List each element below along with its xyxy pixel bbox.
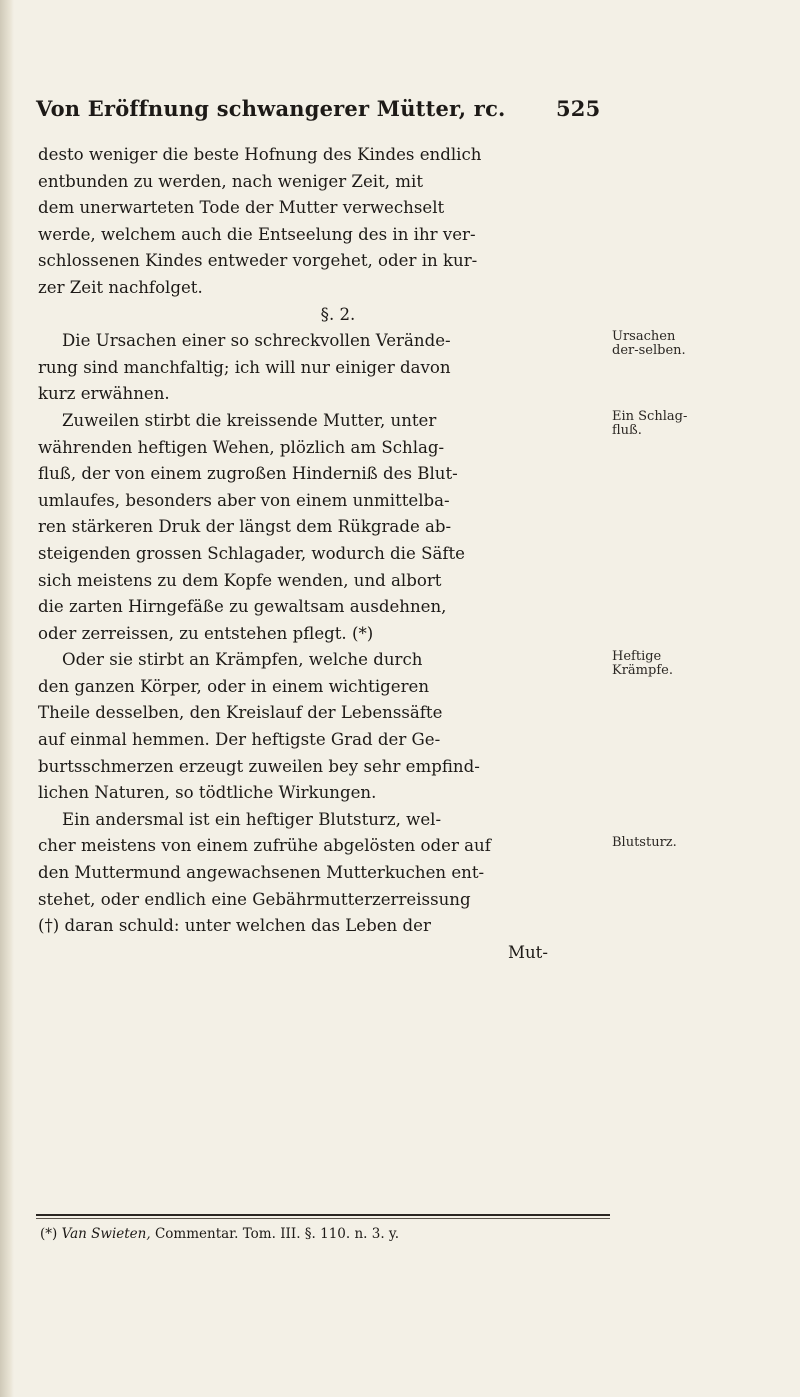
text-line: ren stärkeren Druk der längst dem Rükgrade ab- <box>38 517 452 537</box>
body-text <box>38 142 598 966</box>
text-line: zer Zeit nachfolget. <box>38 277 203 297</box>
text-line: kurz erwähnen. <box>38 384 170 404</box>
text-line: Die Ursachen einer so schreckvollen Verände- <box>62 331 451 351</box>
text-line: rung sind manchfaltig; ich will nur einiger davon <box>38 357 451 377</box>
running-head-title: Von Eröffnung schwangerer Mütter, rc. <box>36 96 506 121</box>
page-number: 525 <box>556 96 601 121</box>
text-line: oder zerreissen, zu entstehen pflegt. (*) <box>38 623 374 643</box>
text-line: steigenden grossen Schlagader, wodurch die Säfte <box>38 543 465 563</box>
footnote-rule-thin <box>36 1218 610 1219</box>
text-line: Ein andersmal ist ein heftiger Blutsturz, wel- <box>62 809 442 829</box>
footnote-rule <box>36 1214 610 1216</box>
text-line: entbunden zu werden, nach weniger Zeit, mit <box>38 171 424 191</box>
text-line: auf einmal hemmen. Der heftigste Grad der Ge- <box>38 730 441 750</box>
text-line: cher meistens von einem zufrühe abgelösten oder auf <box>38 836 491 856</box>
margin-note: Ursachen der-selben. <box>612 329 686 358</box>
text-line: (†) daran schuld: unter welchen das Leben der <box>38 916 431 936</box>
section-heading: §. 2. <box>320 304 356 324</box>
text-line: dem unerwarteten Tode der Mutter verwechselt <box>38 198 445 218</box>
catchword: Mut- <box>508 942 548 962</box>
footnote <box>40 1226 640 1242</box>
text-line: Oder sie stirbt an Krämpfen, welche durch <box>62 650 423 670</box>
text-line: lichen Naturen, so tödtliche Wirkungen. <box>38 783 377 803</box>
page-binding-shadow <box>0 0 14 1397</box>
text-line: werde, welchem auch die Entseelung des in ihr ver- <box>38 224 476 244</box>
footnote-mark: (*) <box>40 1226 58 1242</box>
running-head <box>36 96 606 121</box>
text-line: desto weniger die beste Hofnung des Kindes endlich <box>38 145 482 164</box>
text-line: den ganzen Körper, oder in einem wichtigeren <box>38 676 430 696</box>
text-line: fluß, der von einem zugroßen Hinderniß des Blut- <box>38 464 458 484</box>
footnote-author: Van Swieten, <box>61 1226 151 1242</box>
margin-note: Heftige Krämpfe. <box>612 649 673 678</box>
text-line: stehet, oder endlich eine Gebährmutterzerreissung <box>38 889 471 909</box>
text-line: schlossenen Kindes entweder vorgehet, oder in kur- <box>38 251 478 271</box>
text-line: sich meistens zu dem Kopfe wenden, und albort <box>38 570 442 590</box>
footnote-citation: Commentar. Tom. III. §. 110. n. 3. y. <box>154 1226 400 1242</box>
margin-note: Blutsturz. <box>612 835 677 850</box>
text-line: währenden heftigen Wehen, plözlich am Schlag- <box>38 437 445 457</box>
text-line: burtsschmerzen erzeugt zuweilen bey sehr empfind- <box>38 756 480 776</box>
text-line: Zuweilen stirbt die kreissende Mutter, unter <box>62 410 437 430</box>
text-line: den Muttermund angewachsenen Mutterkuchen ent- <box>38 863 485 883</box>
text-line: Theile desselben, den Kreislauf der Lebenssäfte <box>38 703 443 723</box>
text-line: umlaufes, besonders aber von einem unmittelba- <box>38 490 450 510</box>
margin-note: Ein Schlag-fluß. <box>612 409 688 438</box>
text-line: die zarten Hirngefäße zu gewaltsam ausdehnen, <box>38 597 447 617</box>
